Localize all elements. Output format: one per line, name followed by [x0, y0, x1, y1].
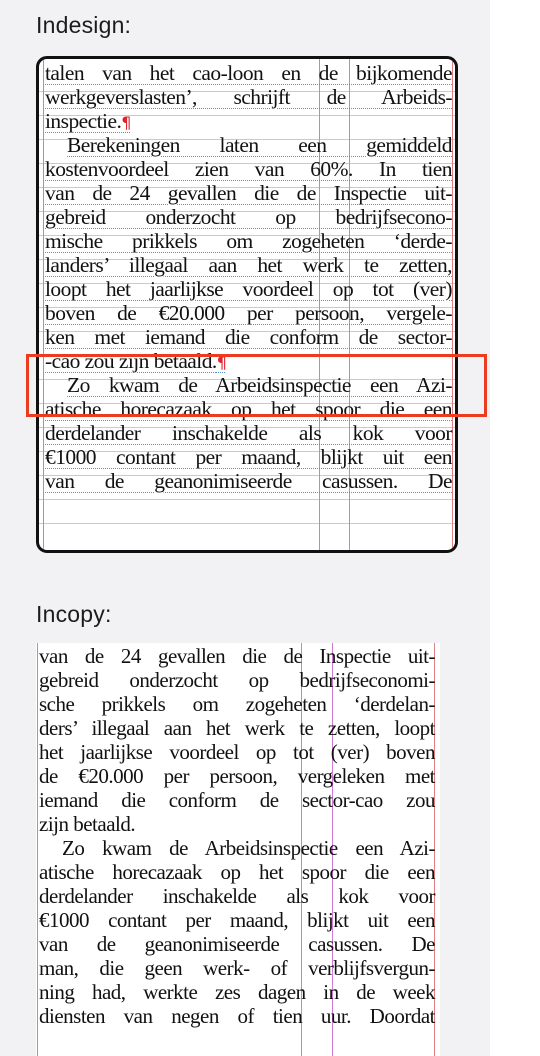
text-line: boven de €20.000 per persoon, vergele-	[45, 301, 452, 325]
pilcrow-icon: ¶	[216, 353, 227, 372]
text-line: €1000 contant per maand, blijkt uit een	[45, 445, 452, 469]
text-line: landers’ illegaal aan het werk te zetten,	[45, 253, 452, 277]
indesign-story	[39, 59, 455, 550]
text-line: ken met iemand die conform de sector-	[45, 325, 452, 349]
text-line: de €20.000 per persoon, vergeleken met	[39, 764, 435, 788]
text-line: derdelander inschakelde als kok voor	[39, 884, 435, 908]
text-line: ning had, werkte zes dagen in de week	[39, 980, 435, 1004]
text-line: mische prikkels om zogeheten ‘derde-	[45, 229, 452, 253]
incopy-label: Incopy:	[36, 601, 112, 627]
text-line: -cao zou zijn betaald.¶	[45, 349, 227, 373]
text-line: van de 24 gevallen die de Inspectie uit-	[39, 644, 435, 668]
text-line: gebreid onderzocht op bedrijfseconomi-	[39, 668, 435, 692]
text-line: Zo kwam de Arbeidsinspectie een Azi-	[62, 836, 435, 860]
text-line: talen van het cao-loon en de bijkomende	[45, 61, 452, 85]
text-line: Zo kwam de Arbeidsinspectie een Azi-	[67, 373, 452, 397]
text-line: het jaarlijkse voordeel op tot (ver) boven	[39, 740, 435, 764]
text-line: man, die geen werk- of verblijfsvergun-	[39, 956, 435, 980]
text-line: gebreid onderzocht op bedrijfsecono-	[45, 205, 452, 229]
text-line: Berekeningen laten een gemiddeld	[67, 133, 452, 157]
highlight-box	[26, 354, 487, 417]
indesign-label: Indesign:	[36, 12, 132, 38]
incopy-text-frame[interactable]	[36, 643, 440, 1056]
text-line: werkgeverslasten’, schrijft de Arbeids-	[45, 85, 452, 109]
text-line: atische horecazaak op het spoor die een	[39, 860, 435, 884]
pilcrow-icon: ¶	[121, 113, 131, 132]
text-line: ders’ illegaal aan het werk te zetten, loopt	[39, 716, 435, 740]
margin-guide-left	[37, 643, 38, 1056]
text-line: kostenvoordeel zien van 60%. In tien	[45, 157, 452, 181]
text-line: zijn betaald.	[39, 812, 136, 836]
text-line: inspectie.¶	[45, 109, 131, 133]
text-line: atische horecazaak op het spoor die een	[45, 397, 452, 421]
text-line: van de geanonimiseerde casussen. De	[45, 469, 452, 493]
indesign-text-frame[interactable]	[36, 56, 458, 553]
text-line: €1000 contant per maand, blijkt uit een	[39, 908, 435, 932]
text-line: derdelander inschakelde als kok voor	[45, 421, 452, 445]
text-line: van de geanonimiseerde casussen. De	[39, 932, 435, 956]
text-line: sche prikkels om zogeheten ‘derdelan-	[39, 692, 435, 716]
text-line: van de 24 gevallen die de Inspectie uit-	[45, 181, 452, 205]
text-line: iemand die conform de sector-cao zou	[39, 788, 435, 812]
text-line: diensten van negen of tien uur. Doordat	[39, 1004, 435, 1028]
text-line: loopt het jaarlijkse voordeel op tot (ver)	[45, 277, 452, 301]
